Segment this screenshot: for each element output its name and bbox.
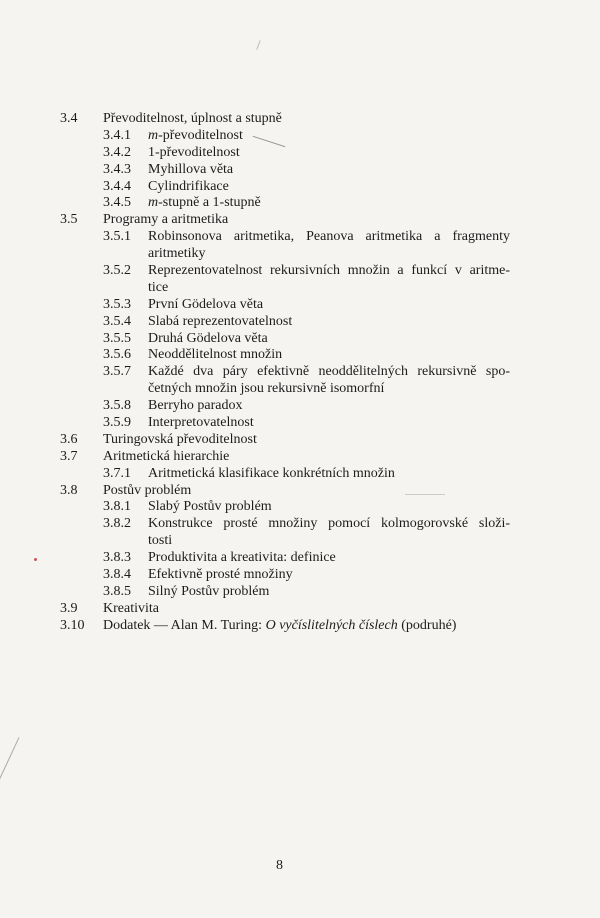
text: Berryho paradox bbox=[148, 398, 243, 414]
toc-entry-continuation bbox=[60, 381, 512, 398]
toc-title bbox=[103, 111, 282, 128]
toc-number: 3.10 bbox=[60, 617, 85, 633]
toc-number: 3.8.5 bbox=[103, 583, 131, 599]
toc-entry-3-8-5 bbox=[60, 584, 512, 601]
toc-title bbox=[148, 162, 510, 179]
toc-number: 3.5.4 bbox=[103, 313, 131, 329]
toc-entry-3-5-3 bbox=[60, 297, 512, 314]
toc-title bbox=[148, 499, 510, 516]
toc-title bbox=[148, 229, 510, 246]
toc-entry-3-5 bbox=[60, 212, 512, 229]
toc-entry-3-6 bbox=[60, 432, 512, 449]
toc-entry-3-4-1 bbox=[60, 128, 512, 145]
toc-number: 3.8.2 bbox=[103, 516, 131, 532]
text: Dodatek — Alan M. Turing: bbox=[103, 617, 266, 633]
toc-title bbox=[148, 584, 510, 601]
toc-title bbox=[148, 415, 510, 432]
scan-mark bbox=[0, 737, 20, 783]
toc-entry-3-8 bbox=[60, 483, 512, 500]
italic-text: m bbox=[148, 127, 159, 143]
toc-number: 3.4.1 bbox=[103, 127, 131, 143]
toc-title bbox=[103, 601, 159, 618]
text: Slabá reprezentovatelnost bbox=[148, 313, 293, 329]
text: Konstrukce prosté množiny pomocí kolmogorovské složi- bbox=[148, 516, 510, 532]
text: Převoditelnost, úplnost a stupně bbox=[103, 111, 282, 126]
toc-number: 3.4.2 bbox=[103, 144, 131, 160]
toc-title bbox=[148, 179, 510, 196]
toc-number: 3.4.5 bbox=[103, 195, 131, 211]
text: Myhillova věta bbox=[148, 161, 234, 177]
italic-text: m bbox=[148, 195, 159, 211]
text: Robinsonova aritmetika, Peanova aritmetika a fragmenty bbox=[148, 229, 510, 245]
text: Efektivně prosté množiny bbox=[148, 567, 293, 583]
toc-number: 3.9 bbox=[60, 600, 78, 616]
toc-number: 3.8 bbox=[60, 482, 78, 498]
toc-title bbox=[148, 550, 510, 567]
text: Turingovská převoditelnost bbox=[103, 431, 257, 447]
toc-entry-3-5-8 bbox=[60, 398, 512, 415]
toc-number: 3.5.1 bbox=[103, 229, 131, 245]
italic-text: O vyčíslitelných číslech bbox=[265, 617, 398, 633]
text: Neoddělitelnost množin bbox=[148, 347, 283, 363]
toc-number: 3.6 bbox=[60, 431, 78, 447]
table-of-contents bbox=[60, 111, 512, 635]
text: Interpretovatelnost bbox=[148, 415, 254, 431]
toc-number: 3.5.7 bbox=[103, 364, 131, 380]
toc-number: 3.5.5 bbox=[103, 330, 131, 346]
toc-entry-3-5-9 bbox=[60, 415, 512, 432]
toc-entry-3-5-5 bbox=[60, 331, 512, 348]
toc-number: 3.8.3 bbox=[103, 550, 131, 566]
toc-title bbox=[148, 347, 510, 364]
scan-mark bbox=[34, 558, 37, 561]
toc-entry-3-7-1 bbox=[60, 466, 512, 483]
text: Reprezentovatelnost rekursivních množin a funkcí v aritme- bbox=[148, 263, 510, 279]
text: (podruhé) bbox=[397, 617, 457, 633]
toc-number: 3.5.8 bbox=[103, 398, 131, 414]
text: Produktivita a kreativita: definice bbox=[148, 550, 336, 566]
toc-entry-3-8-3 bbox=[60, 550, 512, 567]
text: Silný Postův problém bbox=[148, 583, 270, 599]
toc-entry-3-7 bbox=[60, 449, 512, 466]
scan-mark bbox=[405, 494, 445, 495]
text: Postův problém bbox=[103, 482, 192, 498]
toc-entry-3-4-2 bbox=[60, 145, 512, 162]
toc-title bbox=[148, 128, 510, 145]
toc-title bbox=[103, 618, 456, 635]
toc-entry-3-5-6 bbox=[60, 347, 512, 364]
text: tosti bbox=[148, 533, 173, 549]
toc-number: 3.5.6 bbox=[103, 347, 131, 363]
toc-title bbox=[148, 314, 510, 331]
toc-title bbox=[148, 263, 510, 280]
toc-number: 3.4.3 bbox=[103, 161, 131, 177]
toc-title bbox=[148, 398, 510, 415]
text: aritmetiky bbox=[148, 246, 206, 262]
toc-entry-3-4-4 bbox=[60, 179, 512, 196]
toc-title bbox=[148, 280, 510, 297]
toc-entry-3-10 bbox=[60, 618, 512, 635]
toc-entry-3-4-3 bbox=[60, 162, 512, 179]
text: Programy a aritmetika bbox=[103, 212, 229, 228]
toc-title bbox=[148, 466, 510, 483]
toc-entry-continuation bbox=[60, 533, 512, 550]
toc-title bbox=[148, 297, 510, 314]
toc-title bbox=[148, 567, 510, 584]
text: -převoditelnost bbox=[158, 127, 243, 143]
toc-entry-3-8-2 bbox=[60, 516, 512, 533]
text: Cylindrifikace bbox=[148, 178, 229, 194]
toc-title bbox=[148, 331, 510, 348]
text: Slabý Postův problém bbox=[148, 499, 272, 515]
toc-number: 3.5 bbox=[60, 212, 78, 228]
toc-title bbox=[103, 483, 191, 500]
text: tice bbox=[148, 279, 169, 295]
text: První Gödelova věta bbox=[148, 296, 264, 312]
toc-title bbox=[148, 145, 510, 162]
toc-number: 3.8.4 bbox=[103, 567, 131, 583]
toc-title bbox=[103, 212, 228, 229]
toc-entry-3-5-2 bbox=[60, 263, 512, 280]
toc-number: 3.4.4 bbox=[103, 178, 131, 194]
toc-title bbox=[103, 449, 229, 466]
toc-number: 3.7.1 bbox=[103, 465, 131, 481]
toc-number: 3.5.2 bbox=[103, 263, 131, 279]
toc-number: 3.5.9 bbox=[103, 415, 131, 431]
toc-entry-3-9 bbox=[60, 601, 512, 618]
toc-title bbox=[148, 195, 510, 212]
toc-title bbox=[148, 364, 510, 381]
toc-number: 3.4 bbox=[60, 111, 78, 126]
text: 1-převoditelnost bbox=[148, 144, 240, 160]
text: Každé dva páry efektivně neoddělitelných rekursivně spo- bbox=[148, 364, 510, 380]
toc-entry-3-8-4 bbox=[60, 567, 512, 584]
toc-title bbox=[148, 381, 510, 398]
toc-title bbox=[103, 432, 257, 449]
text: Druhá Gödelova věta bbox=[148, 330, 268, 346]
toc-entry-3-5-4 bbox=[60, 314, 512, 331]
toc-entry-3-5-7 bbox=[60, 364, 512, 381]
text: Aritmetická hierarchie bbox=[103, 448, 230, 464]
toc-entry-3-8-1 bbox=[60, 499, 512, 516]
page-number: 8 bbox=[276, 858, 283, 873]
toc-number: 3.7 bbox=[60, 448, 78, 464]
text: Kreativita bbox=[103, 600, 159, 616]
toc-number: 3.5.3 bbox=[103, 296, 131, 312]
toc-entry-continuation bbox=[60, 280, 512, 297]
text: -stupně a 1-stupně bbox=[158, 195, 261, 211]
toc-entry-3-4 bbox=[60, 111, 512, 128]
text: četných množin jsou rekursivně isomorfní bbox=[148, 381, 385, 397]
scan-mark bbox=[256, 40, 260, 50]
toc-title bbox=[148, 533, 510, 550]
toc-title bbox=[148, 246, 510, 263]
toc-number: 3.8.1 bbox=[103, 499, 131, 515]
toc-entry-3-4-5 bbox=[60, 195, 512, 212]
toc-entry-3-5-1 bbox=[60, 229, 512, 246]
toc-entry-continuation bbox=[60, 246, 512, 263]
text: Aritmetická klasifikace konkrétních množin bbox=[148, 465, 395, 481]
toc-title bbox=[148, 516, 510, 533]
